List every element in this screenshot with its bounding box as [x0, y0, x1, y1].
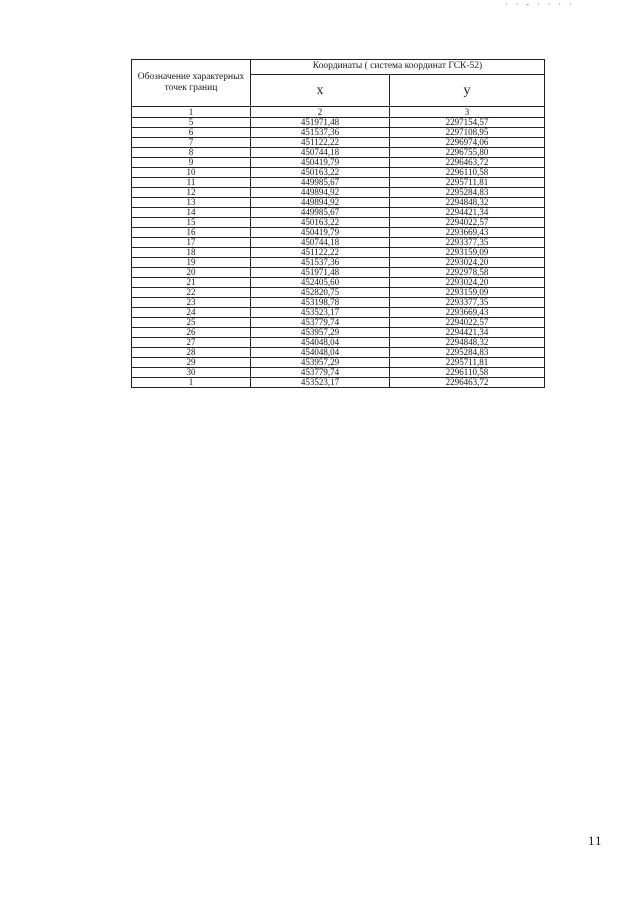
y-coordinate-cell: 2296110,58	[390, 168, 545, 178]
table-row	[132, 378, 545, 388]
point-number-cell: 23	[132, 298, 251, 308]
table-row	[132, 118, 545, 128]
point-number-cell: 16	[132, 228, 251, 238]
table-row	[132, 308, 545, 318]
table-row	[132, 238, 545, 248]
header-point-designation: Обозначение характерных точек границ	[132, 60, 251, 107]
y-coordinate-cell: 2294421,34	[390, 208, 545, 218]
x-coordinate-cell: 453957,29	[251, 358, 390, 368]
table-row	[132, 278, 545, 288]
table-row	[132, 348, 545, 358]
point-number-cell: 22	[132, 288, 251, 298]
x-coordinate-cell: 451537,36	[251, 258, 390, 268]
table-body	[132, 118, 545, 388]
point-number-cell: 19	[132, 258, 251, 268]
x-coordinate-cell: 450163,22	[251, 218, 390, 228]
y-coordinate-cell: 2295711,81	[390, 358, 545, 368]
header-x: x	[251, 75, 390, 107]
column-number-2: 2	[251, 107, 390, 118]
y-coordinate-cell: 2293024,20	[390, 258, 545, 268]
point-number-cell: 20	[132, 268, 251, 278]
table-row	[132, 268, 545, 278]
point-number-cell: 6	[132, 128, 251, 138]
x-coordinate-cell: 452405,60	[251, 278, 390, 288]
y-coordinate-cell: 2297154,57	[390, 118, 545, 128]
y-coordinate-cell: 2295284,83	[390, 188, 545, 198]
header-coordinates: Координаты ( система координат ГСК-52)	[251, 60, 545, 75]
point-number-cell: 12	[132, 188, 251, 198]
point-number-cell: 15	[132, 218, 251, 228]
x-coordinate-cell: 451971,48	[251, 268, 390, 278]
y-coordinate-cell: 2292978,58	[390, 268, 545, 278]
x-coordinate-cell: 453523,17	[251, 308, 390, 318]
y-coordinate-cell: 2295284,83	[390, 348, 545, 358]
x-coordinate-cell: 450744,18	[251, 238, 390, 248]
y-coordinate-cell: 2294421,34	[390, 328, 545, 338]
table-row	[132, 298, 545, 308]
x-coordinate-cell: 450163,22	[251, 168, 390, 178]
table-row	[132, 318, 545, 328]
table-row	[132, 158, 545, 168]
table-row	[132, 138, 545, 148]
table-row	[132, 148, 545, 158]
y-coordinate-cell: 2297108,95	[390, 128, 545, 138]
x-coordinate-cell: 450419,79	[251, 228, 390, 238]
x-coordinate-cell: 450744,18	[251, 148, 390, 158]
y-coordinate-cell: 2294022,57	[390, 218, 545, 228]
point-number-cell: 18	[132, 248, 251, 258]
y-coordinate-cell: 2293669,43	[390, 228, 545, 238]
table-row	[132, 338, 545, 348]
y-coordinate-cell: 2293159,09	[390, 248, 545, 258]
x-coordinate-cell: 449985,67	[251, 178, 390, 188]
table-row	[132, 228, 545, 238]
point-number-cell: 28	[132, 348, 251, 358]
x-coordinate-cell: 453957,29	[251, 328, 390, 338]
point-number-cell: 25	[132, 318, 251, 328]
x-coordinate-cell: 449894,92	[251, 198, 390, 208]
x-coordinate-cell: 450419,79	[251, 158, 390, 168]
point-number-cell: 24	[132, 308, 251, 318]
point-number-cell: 17	[132, 238, 251, 248]
x-coordinate-cell: 451122,22	[251, 138, 390, 148]
x-coordinate-cell: 452820,75	[251, 288, 390, 298]
y-coordinate-cell: 2294848,32	[390, 338, 545, 348]
x-coordinate-cell: 453523,17	[251, 378, 390, 388]
column-number-1: 1	[132, 107, 251, 118]
y-coordinate-cell: 2296755,80	[390, 148, 545, 158]
y-coordinate-cell: 2293377,35	[390, 298, 545, 308]
point-number-cell: 10	[132, 168, 251, 178]
x-coordinate-cell: 453198,78	[251, 298, 390, 308]
coordinates-table	[131, 59, 545, 388]
table-row	[132, 258, 545, 268]
table-row	[132, 248, 545, 258]
column-number-3: 3	[390, 107, 545, 118]
header-y: y	[390, 75, 545, 107]
y-coordinate-cell: 2296110,58	[390, 368, 545, 378]
y-coordinate-cell: 2293024,20	[390, 278, 545, 288]
point-number-cell: 9	[132, 158, 251, 168]
y-coordinate-cell: 2293377,35	[390, 238, 545, 248]
point-number-cell: 21	[132, 278, 251, 288]
table-row	[132, 218, 545, 228]
table-row	[132, 358, 545, 368]
table-row	[132, 288, 545, 298]
y-coordinate-cell: 2296463,72	[390, 378, 545, 388]
x-coordinate-cell: 451971,48	[251, 118, 390, 128]
y-coordinate-cell: 2294022,57	[390, 318, 545, 328]
y-coordinate-cell: 2294848,32	[390, 198, 545, 208]
table-row	[132, 168, 545, 178]
table-row	[132, 178, 545, 188]
y-coordinate-cell: 2296463,72	[390, 158, 545, 168]
point-number-cell: 13	[132, 198, 251, 208]
x-coordinate-cell: 451537,36	[251, 128, 390, 138]
y-coordinate-cell: 2293669,43	[390, 308, 545, 318]
page-number: 11	[588, 833, 603, 848]
point-number-cell: 14	[132, 208, 251, 218]
point-number-cell: 7	[132, 138, 251, 148]
point-number-cell: 26	[132, 328, 251, 338]
x-coordinate-cell: 453779,74	[251, 318, 390, 328]
table-row	[132, 208, 545, 218]
y-coordinate-cell: 2296974,06	[390, 138, 545, 148]
point-number-cell: 30	[132, 368, 251, 378]
point-number-cell: 27	[132, 338, 251, 348]
table-row	[132, 188, 545, 198]
scan-marks: · · - · · · ·	[505, 0, 575, 9]
x-coordinate-cell: 454048,04	[251, 338, 390, 348]
x-coordinate-cell: 454048,04	[251, 348, 390, 358]
table-row	[132, 328, 545, 338]
x-coordinate-cell: 449894,92	[251, 188, 390, 198]
y-coordinate-cell: 2293159,09	[390, 288, 545, 298]
point-number-cell: 8	[132, 148, 251, 158]
point-number-cell: 29	[132, 358, 251, 368]
y-coordinate-cell: 2295711,81	[390, 178, 545, 188]
table-row	[132, 198, 545, 208]
x-coordinate-cell: 453779,74	[251, 368, 390, 378]
point-number-cell: 1	[132, 378, 251, 388]
table-row	[132, 128, 545, 138]
point-number-cell: 5	[132, 118, 251, 128]
x-coordinate-cell: 451122,22	[251, 248, 390, 258]
point-number-cell: 11	[132, 178, 251, 188]
table-row	[132, 368, 545, 378]
x-coordinate-cell: 449985,67	[251, 208, 390, 218]
